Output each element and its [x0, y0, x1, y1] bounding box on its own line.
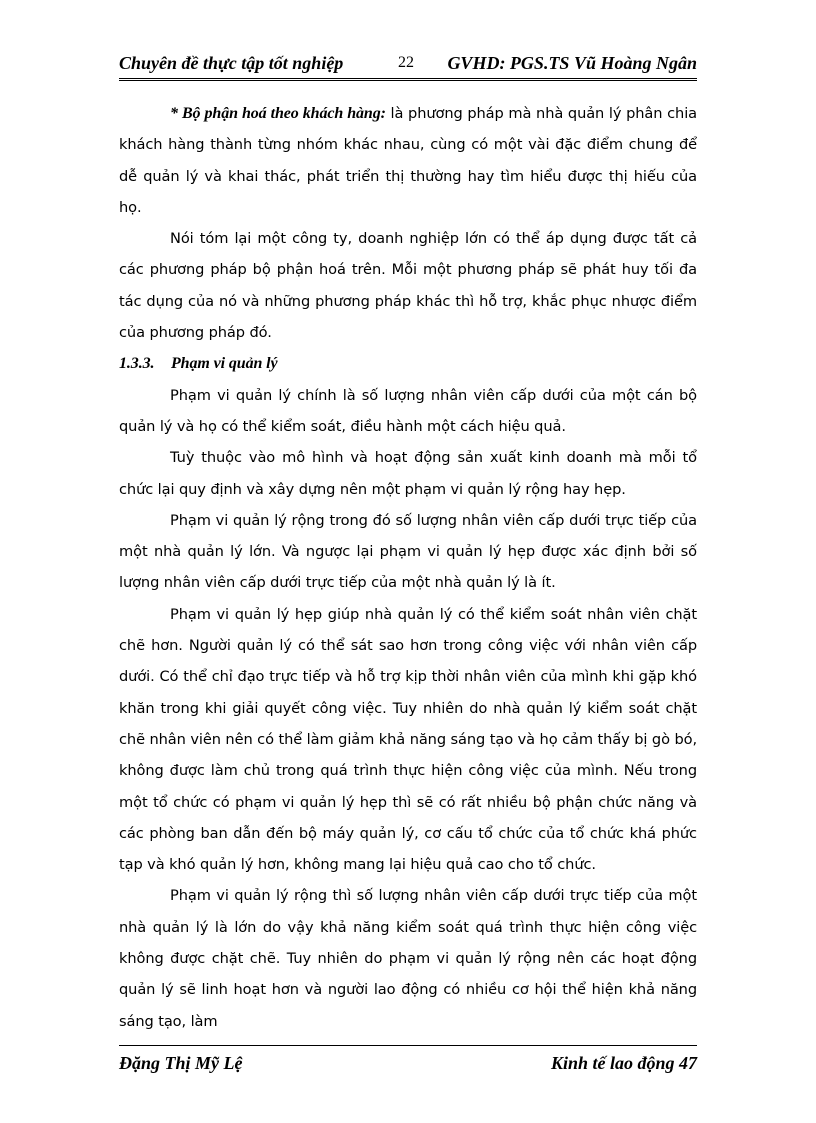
footer-author: Đặng Thị Mỹ Lệ: [119, 1053, 243, 1073]
paragraph-label: * Bộ phận hoá theo khách hàng:: [170, 105, 386, 122]
paragraph-wide-span: Phạm vi quản lý rộng thì số lượng nhân viên cấp dưới trực tiếp của một nhà quản lý là lớn do vậy khả năng kiểm soát quá trình thực hiện công việc không được chặt chẽ. Tuy nhiên do phạm vi quản lý rộng nên các hoạt động quản lý sẽ linh hoạt hơn và người lao động có nhiều cơ hội thể hiện khả năng sáng tạo, làm: [119, 887, 697, 1030]
paragraph-customer-departmentalization: [119, 98, 697, 223]
section-title: Phạm vi quản lý: [171, 355, 278, 373]
paragraph-definition: Phạm vi quản lý chính là số lượng nhân viên cấp dưới của một cán bộ quản lý và họ có thể kiểm soát, điều hành một cách hiệu quả.: [119, 386, 697, 435]
paragraph-narrow-span: Phạm vi quản lý hẹp giúp nhà quản lý có thể kiểm soát nhân viên chặt chẽ hơn. Người quản lý có thể sát sao hơn trong công việc với nhân viên cấp dưới. Có thể chỉ đạo trực tiếp và hỗ trợ kịp thời nhân viên của mình khi gặp khó khăn trong khi giải quyết công việc. Tuy nhiên do nhà quản lý kiểm soát chặt chẽ nhân viên nên có thể làm giảm khả năng sáng tạo và họ cảm thấy bị gò bó, không được làm chủ trong quá trình thực hiện công việc của mình. Nếu trong một tổ chức có phạm vi quản lý hẹp thì sẽ có rất nhiều bộ phận chức năng và các phòng ban dẫn đến bộ máy quản lý, cơ cấu tổ chức của tổ chức khá phức tạp và khó quản lý hơn, không mang lại hiệu quả cao cho tổ chức.: [119, 605, 697, 874]
page-number: 22: [398, 54, 414, 71]
section-heading: [119, 348, 697, 379]
paragraph-wide-narrow: Phạm vi quản lý rộng trong đó số lượng nhân viên cấp dưới trực tiếp của một nhà quản lý lớn. Và ngược lại phạm vi quản lý hẹp được xác định bởi số lượng nhân viên cấp dưới trực tiếp của một nhà quản lý là ít.: [119, 511, 697, 592]
header-title: Chuyên đề thực tập tốt nghiệp: [119, 53, 344, 73]
document-body: [119, 98, 697, 1037]
section-number: 1.3.3.: [119, 355, 155, 373]
header-advisor: GVHD: PGS.TS Vũ Hoàng Ngân: [447, 53, 697, 73]
page-header: [119, 52, 697, 81]
paragraph-summary: Nói tóm lại một công ty, doanh nghiệp lớn có thể áp dụng được tất cả các phương pháp bộ phận hoá trên. Mỗi một phương pháp sẽ phát huy tối đa tác dụng của nó và những phương pháp khác thì hỗ trợ, khắc phục nhược điểm của phương pháp đó.: [119, 230, 697, 342]
page-footer: [119, 1045, 697, 1076]
footer-class: Kinh tế lao động 47: [550, 1053, 697, 1073]
paragraph-dependency: Tuỳ thuộc vào mô hình và hoạt động sản xuất kinh doanh mà mỗi tổ chức lại quy định và xây dựng nên một phạm vi quản lý rộng hay hẹp.: [119, 449, 697, 498]
paragraph-text: là phương pháp mà nhà quản lý phân chia khách hàng thành từng nhóm khác nhau, cùng có một vài đặc điểm chung để dễ quản lý và khai thác, phát triển thị thường hay tìm hiểu được thị hiếu của họ.: [119, 105, 697, 216]
